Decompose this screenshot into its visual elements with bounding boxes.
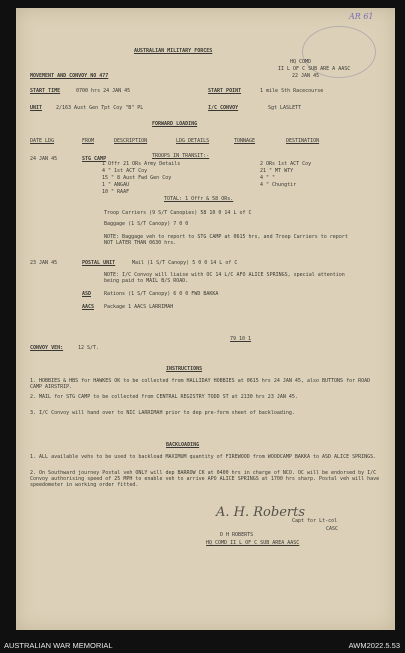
troops-in-transit: TROOPS IN TRANSIT:- (152, 153, 210, 159)
start-point-value: 1 mile Sth Racecourse (260, 88, 324, 94)
signoff-name: D H ROBERTS (220, 532, 254, 538)
ic-convoy-value: Sgt LASLETT (268, 105, 302, 111)
unit-label: UNIT (30, 105, 43, 111)
troop-destination: 21 " MT WTY (260, 168, 294, 174)
instruction-item: 1. HOBBIES & HBS for HAWKES OK to be collected from HALLIDAY HOBBIES at 0615 hrs 24 JAN 45, also BUTTONS for ROAD CAMP AIRSTRIP. (30, 378, 371, 390)
troop-line: 15 " 8 Aust Fwd Gen Coy (102, 175, 172, 181)
asd-label: ASD (82, 291, 92, 297)
footer-institution: AUSTRALIAN WAR MEMORIAL (4, 641, 113, 650)
hq-line-2: II L OF C SUB ARE A AASC (278, 66, 351, 72)
backloading-item: 2. On Southward journey Postal veh ONLY will dep BARROW CK at 0400 hrs in charge of NCO. OC will be endorsed by I/C Convoy authorising speed of 25 MPH to enable veh to arrive APO ALICE SPRINGS at 1700 hrs sharp. Postal veh will have speedometer in working order fitted. (30, 470, 380, 488)
troop-line: 4 " 1st ACT Coy (102, 168, 148, 174)
total-tonnage: 79 10 1 (230, 336, 252, 342)
unit-value: 2/163 Aust Gen Tpt Coy "B" PL (56, 105, 144, 111)
rations-line: Rations (1 S/T Canopy) 6 0 0 FWD BAKKA (104, 291, 219, 297)
mail-note: NOTE: I/C Convoy will liaise with OC 14 L/C AFO ALICE SPRINGS, special attention being paid to MAIL B/S ROAD. (104, 272, 345, 284)
backloading-item: 1. ALL available vehs to be used to backload MAXIMUM quantity of FIREWOOD from WOODCAMP BAKKA to ASD ALICE SPRINGS. (30, 454, 377, 460)
document-title: AUSTRALIAN MILITARY FORCES (134, 48, 213, 54)
instruction-item: 2. MAIL for STG CAMP to be collected from CENTRAL REGISTRY TODD ST at 2130 hrs 23 JAN 45. (30, 394, 298, 400)
backloading-title: BACKLOADING (166, 442, 200, 448)
start-point-label: START POINT (208, 88, 242, 94)
mail-line: Mail (1 S/T Canopy) 5 0 0 14 L of C (132, 260, 238, 266)
document-sheet (16, 8, 395, 630)
start-time-value: 0700 hrs 24 JAN 45 (76, 88, 131, 94)
convoy-veh-value: 12 S/T. (78, 345, 100, 351)
package-line: Package 1 AACS LARRIMAH (104, 304, 174, 310)
troop-line: 1 Offr 21 ORs Army Details (102, 161, 181, 167)
footer-accession-number: AWM2022.5.53 (348, 641, 400, 650)
column-description: DESCRIPTION (114, 138, 148, 144)
convoy-veh-label: CONVOY VEH: (30, 345, 64, 351)
movement-number: MOVEMENT AND CONVOY NO 477 (30, 73, 109, 79)
column-tonnage: TONNAGE (234, 138, 256, 144)
aacs-label: AACS (82, 304, 95, 310)
handwritten-signature: A. H. Roberts (216, 505, 305, 520)
baggage-note: NOTE: Baggage veh to report to STG CAMP at 0615 hrs, and Troop Carriers to report NOT LATER THAN 0630 hrs. (104, 234, 348, 246)
column-destination: DESTINATION (286, 138, 320, 144)
signoff-rank: Capt for Lt-col (292, 518, 338, 524)
column-ldg-details: LDG DETAILS (176, 138, 210, 144)
column-date: DATE LDG (30, 138, 55, 144)
start-time-label: START TIME (30, 88, 61, 94)
entry-from-2: POSTAL UNIT (82, 260, 116, 266)
signoff-hq: HQ COMD II L OF C SUB AREA AASC (206, 540, 300, 546)
hq-line-1: HQ COMD (290, 59, 312, 65)
entry-date-1: 24 JAN 45 (30, 156, 58, 162)
troop-line: 10 " RAAF (102, 189, 130, 195)
ic-convoy-label: I/C CONVOY (208, 105, 239, 111)
troop-destination: 4 " " (260, 175, 276, 181)
troop-line: 1 " ANGAU (102, 182, 130, 188)
troop-destination: 2 ORs 1st ACT Coy (260, 161, 312, 167)
instructions-title: INSTRUCTIONS (166, 366, 203, 372)
instruction-item: 3. I/C Convoy will hand over to NIC LARRIMAH prior to dep pre-form sheet of backloading. (30, 410, 295, 416)
troop-total: TOTAL: 1 Offr & 58 ORs. (164, 196, 234, 202)
hq-line-3: 22 JAN 45 (292, 73, 320, 79)
entry-from-1: STG CAMP (82, 156, 107, 162)
section-forward-loading: FORWARD LOADING (152, 121, 198, 127)
troop-carriers-line: Troop Carriers (9 S/T Canopies) 58 10 0 14 L of C (104, 210, 252, 216)
archive-footer (0, 638, 405, 653)
troop-destination: 4 " Chungtir (260, 182, 297, 188)
baggage-line: Baggage (1 S/T Canopy) 7 0 0 (104, 221, 189, 227)
entry-date-2: 23 JAN 45 (30, 260, 58, 266)
column-from: FROM (82, 138, 95, 144)
signoff-corps: CASC (326, 526, 339, 532)
handwritten-annotation: AR 61 (349, 12, 374, 21)
